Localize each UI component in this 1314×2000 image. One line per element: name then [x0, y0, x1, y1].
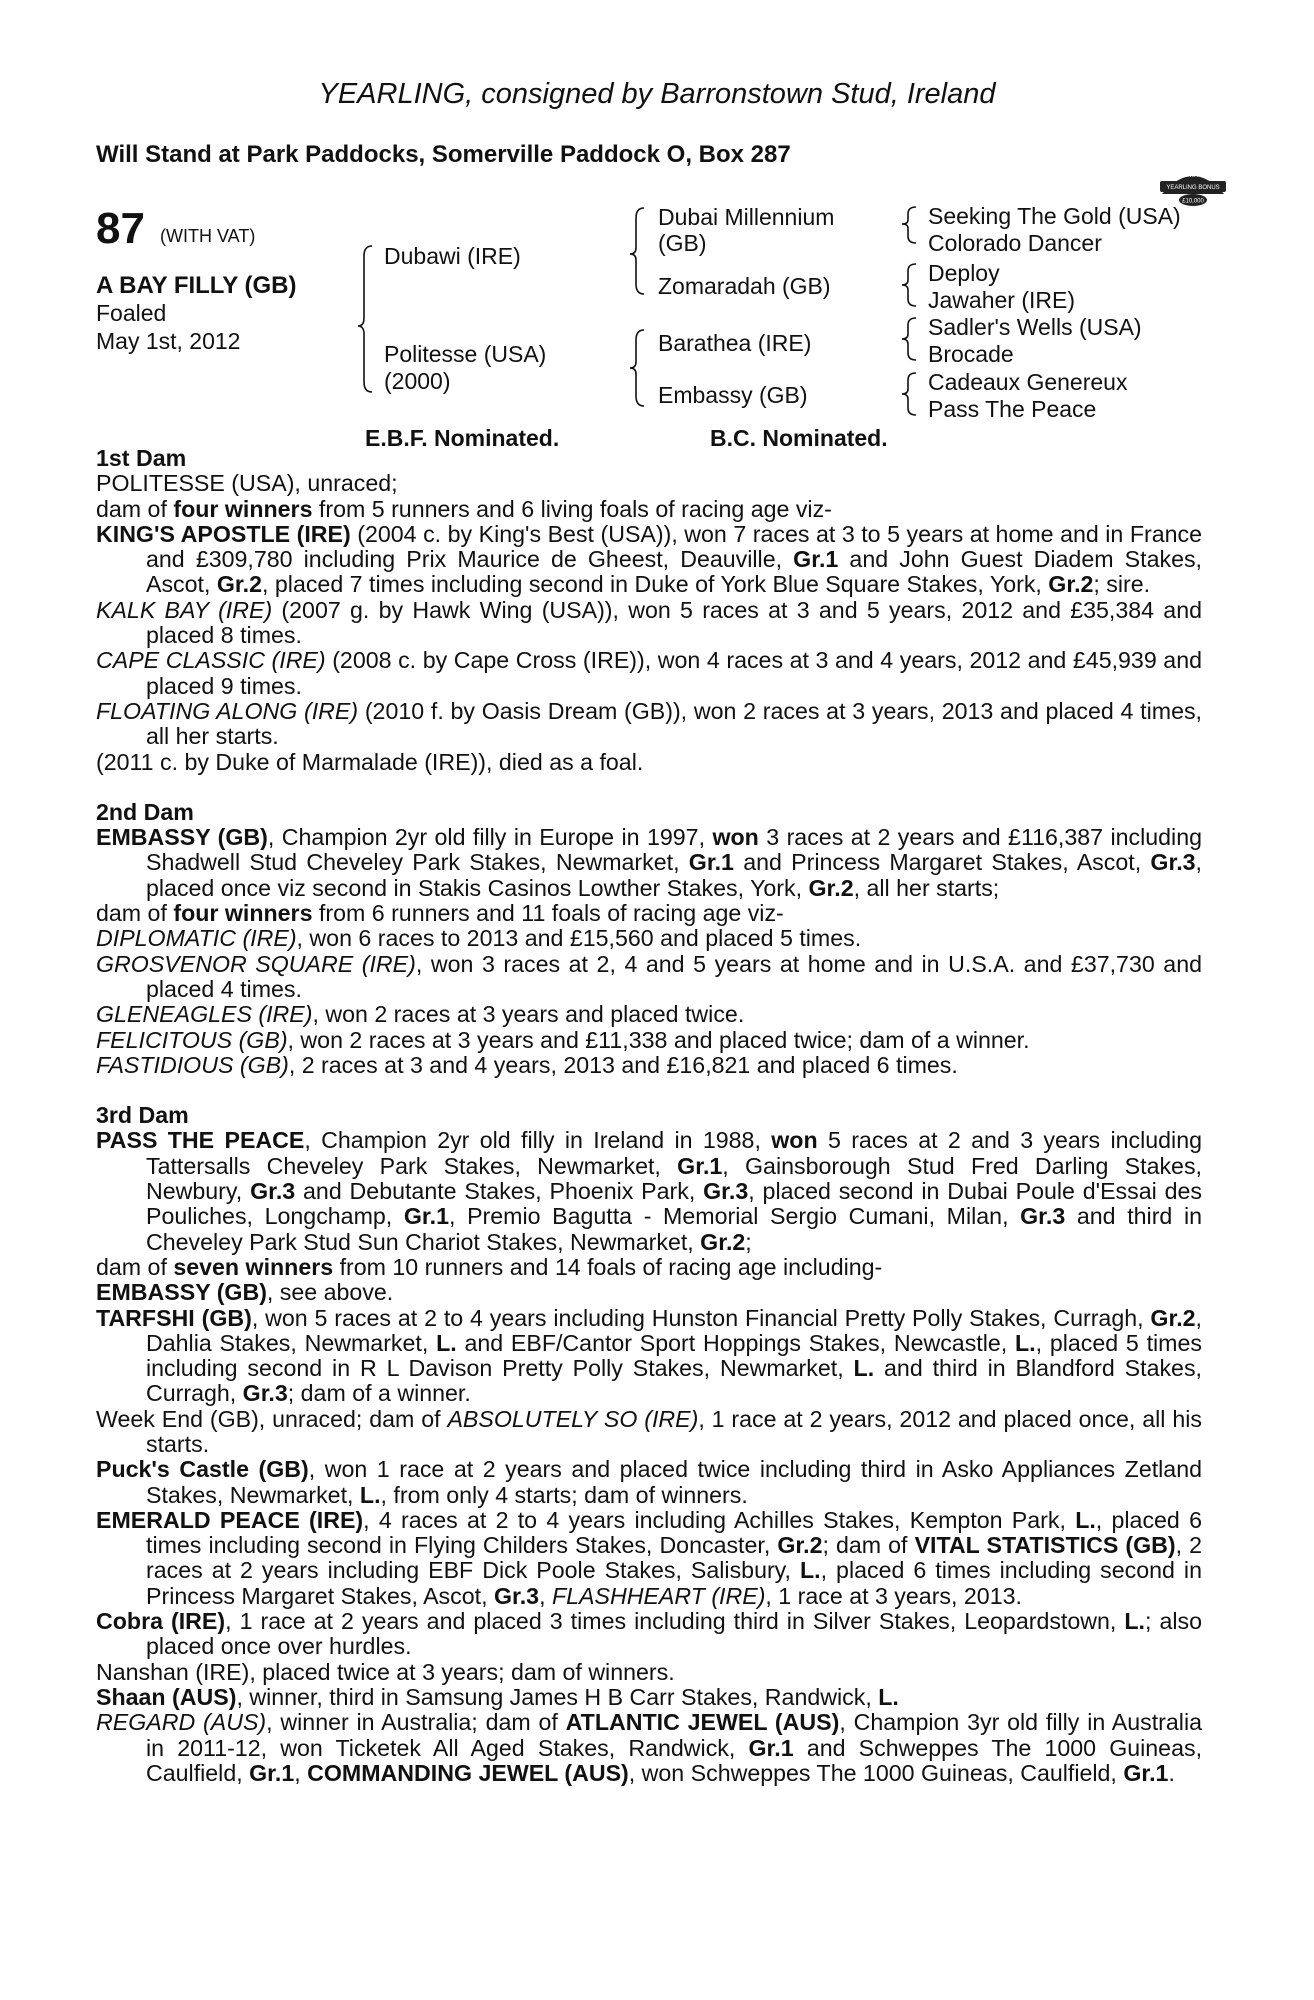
pedigree-dam-line1: Politesse (USA): [384, 341, 547, 367]
pedigree-sdd: Jawaher (IRE): [928, 287, 1075, 313]
produce-kalk-bay: KALK BAY (IRE) (2007 g. by Hawk Wing (USA)), won 5 races at 3 and 5 years, 2012 and £35,384 and placed 8 times.: [96, 596, 1202, 649]
produce-gleneagles: GLENEAGLES (IRE), won 2 races at 3 years and placed twice.: [96, 1001, 745, 1028]
produce-fastidious: FASTIDIOUS (GB), 2 races at 3 and 4 years, 2013 and £16,821 and placed 6 times.: [96, 1051, 958, 1078]
produce-week-end: Week End (GB), unraced; dam of ABSOLUTELY SO (IRE), 1 race at 2 years, 2012 and placed once, all his starts.: [96, 1405, 1202, 1457]
produce-cape-classic: CAPE CLASSIC (IRE) (2008 c. by Cape Cross (IRE)), won 4 races at 3 and 4 years, 2012 and £45,939 and placed 9 times.: [96, 647, 1202, 699]
foaled-label: Foaled: [96, 300, 167, 326]
third-dam-pass-the-peace: PASS THE PEACE, Champion 2yr old filly in Ireland in 1988, won 5 races at 2 and 3 years including Tattersalls Cheveley Park Stakes, Newmarket, Gr.1, Gainsborough Stud Fred Darling Stakes, Newbury, Gr.3 and Debutante Stakes, Phoenix Park, Gr.3, placed second in Dubai Poule d'Essai des Pouliches, Longchamp, Gr.1, Premio Bagutta - Memorial Sergio Cumani, Milan, Gr.3 and third in Cheveley Park Stud Sun Chariot Stakes, Newmarket, Gr.2;: [96, 1127, 1203, 1255]
catalogue-body: [96, 446, 1202, 1786]
pedigree-ssd: Colorado Dancer: [928, 230, 1102, 256]
stand-location: Will Stand at Park Paddocks, Somerville Paddock O, Box 287: [96, 141, 791, 168]
pedigree-dam-dam: Embassy (GB): [658, 382, 808, 408]
logo-mid-text: YEARLING BONUS: [1166, 185, 1220, 191]
pedigree-ddd: Pass The Peace: [928, 396, 1097, 422]
horse-name: A BAY FILLY (GB): [96, 272, 297, 299]
pedigree-dds: Cadeaux Genereux: [928, 369, 1128, 395]
produce-emerald-peace: EMERALD PEACE (IRE), 4 races at 2 to 4 years including Achilles Stakes, Kempton Park, L., placed 6 times including second in Flying Childers Stakes, Doncaster, Gr.2; dam of VITAL STATISTICS (GB), 2 races at 2 years including EBF Dick Poole Stakes, Salisbury, L., placed 6 times including second in Princess Margaret Stakes, Ascot, Gr.3, FLASHHEART (IRE), 1 race at 3 years, 2013.: [96, 1506, 1203, 1609]
produce-kings-apostle: KING'S APOSTLE (IRE) (2004 c. by King's Best (USA)), won 7 races at 3 to 5 years at home and in France and £309,780 including Prix Maurice de Gheest, Deauville, Gr.1 and John Guest Diadem Stakes, Ascot, Gr.2, placed 7 times including second in Duke of York Blue Square Stakes, York, Gr.2; sire.: [96, 520, 1203, 598]
first-dam-name: POLITESSE (USA), unraced;: [96, 470, 398, 497]
ebf-nominated: E.B.F. Nominated.: [365, 425, 560, 451]
produce-embassy: EMBASSY (GB), see above.: [96, 1279, 394, 1306]
pedigree-sire: Dubawi (IRE): [384, 243, 521, 269]
pedigree-dss: Sadler's Wells (USA): [928, 314, 1142, 340]
produce-shaan: Shaan (AUS), winner, third in Samsung James H B Carr Stakes, Randwick, L.: [96, 1683, 899, 1710]
produce-diplomatic: DIPLOMATIC (IRE), won 6 races to 2013 and £15,560 and placed 5 times.: [96, 925, 862, 952]
third-dam-produce-summary: dam of seven winners from 10 runners and 14 foals of racing age including-: [96, 1253, 883, 1280]
pedigree-dam-sire: Barathea (IRE): [658, 330, 812, 356]
second-dam-embassy: EMBASSY (GB), Champion 2yr old filly in Europe in 1997, won 3 races at 2 years and £116,387 including Shadwell Stud Cheveley Park Stakes, Newmarket, Gr.1 and Princess Margaret Stakes, Ascot, Gr.3, placed once viz second in Stakis Casinos Lowther Stakes, York, Gr.2, all her starts;: [96, 824, 1202, 901]
first-dam-heading: 1st Dam: [96, 445, 187, 471]
produce-cobra: Cobra (IRE), 1 race at 2 years and placed 3 times including third in Silver Stakes, Leopardstown, L.; also placed once over hurdles.: [96, 1608, 1203, 1660]
logo-amount-text: £10,000: [1182, 198, 1204, 205]
pedigree-sss: Seeking The Gold (USA): [928, 203, 1181, 229]
pedigree-dam-line2: (2000): [384, 368, 451, 394]
produce-grosvenor-square: GROSVENOR SQUARE (IRE), won 3 races at 2, 4 and 5 years at home and in U.S.A. and £37,730 and placed 4 times.: [96, 950, 1202, 1002]
bc-nominated: B.C. Nominated.: [710, 425, 888, 451]
produce-floating-along: FLOATING ALONG (IRE) (2010 f. by Oasis Dream (GB)), won 2 races at 3 years, 2013 and placed 4 times, all her starts.: [96, 697, 1202, 750]
produce-regard: REGARD (AUS), winner in Australia; dam of ATLANTIC JEWEL (AUS), Champion 3yr old filly in Australia in 2011-12, won Ticketek All Aged Stakes, Randwick, Gr.1 and Schweppes The 1000 Guineas, Caulfield, Gr.1, COMMANDING JEWEL (AUS), won Schweppes The 1000 Guineas, Caulfield, Gr.1.: [96, 1709, 1203, 1786]
third-dam-heading: 3rd Dam: [96, 1102, 189, 1129]
first-dam-produce-summary: dam of four winners from 5 runners and 6 living foals of racing age viz-: [96, 495, 832, 522]
produce-pucks-castle: Puck's Castle (GB), won 1 race at 2 years and placed twice including third in Asko Appliances Zetland Stakes, Newmarket, L., from only 4 starts; dam of winners.: [96, 1456, 1202, 1508]
foaled-date: May 1st, 2012: [96, 328, 241, 354]
pedigree-sire-sire-line1: Dubai Millennium: [658, 204, 835, 230]
second-dam-heading: 2nd Dam: [96, 798, 194, 825]
produce-felicitous: FELICITOUS (GB), won 2 races at 3 years and £11,338 and placed twice; dam of a winner.: [96, 1026, 1030, 1053]
produce-2011-colt: (2011 c. by Duke of Marmalade (IRE)), died as a foal.: [96, 748, 644, 775]
vat-note: (WITH VAT): [160, 226, 256, 246]
produce-tarfshi: TARFSHI (GB), won 5 races at 2 to 4 years including Hunston Financial Pretty Polly Stakes, Curragh, Gr.2, Dahlia Stakes, Newmarket, L. and EBF/Cantor Sport Hoppings Stakes, Newcastle, L., placed 5 times including second in R L Davison Pretty Polly Stakes, Newmarket, L. and third in Blandford Stakes, Curragh, Gr.3; dam of a winner.: [96, 1304, 1202, 1407]
pedigree-sire-dam: Zomaradah (GB): [658, 273, 831, 299]
page-title: YEARLING, consigned by Barronstown Stud, Ireland: [318, 78, 996, 110]
pedigree-sire-sire-line2: (GB): [658, 230, 707, 256]
pedigree-dsd: Brocade: [928, 341, 1014, 367]
second-dam-produce-summary: dam of four winners from 6 runners and 11 foals of racing age viz-: [96, 900, 784, 927]
lot-number: 87: [96, 204, 145, 253]
pedigree-sds: Deploy: [928, 260, 1000, 286]
produce-nanshan: Nanshan (IRE), placed twice at 3 years; dam of winners.: [96, 1658, 675, 1685]
logo-top-text: RACING POST: [1175, 173, 1211, 179]
